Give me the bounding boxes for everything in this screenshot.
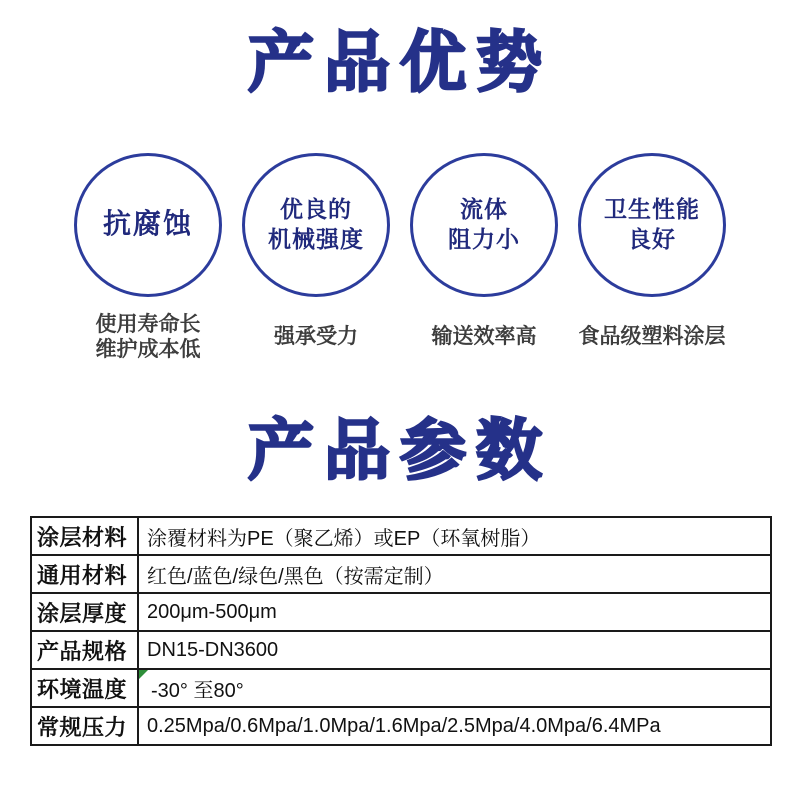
row-value-cell — [138, 593, 771, 631]
row-label: 常规压力 — [31, 707, 138, 745]
table-row-common-material — [31, 555, 771, 593]
row-value-cell — [138, 669, 771, 707]
table-row-ambient-temperature — [31, 669, 771, 707]
advantage-circle — [242, 153, 390, 297]
row-value: 涂覆材料为PE（聚乙烯）或EP（环氧树脂） — [147, 527, 541, 550]
circle-line: 卫生性能 — [604, 195, 700, 222]
table-row-coating-thickness — [31, 593, 771, 631]
advantage-item-mechanical-strength — [240, 153, 392, 364]
row-label: 涂层材料 — [31, 517, 138, 555]
cell-corner-marker-icon — [139, 670, 148, 679]
circle-line: 优良的 — [280, 195, 352, 222]
row-label: 涂层厚度 — [31, 593, 138, 631]
circle-line: 阻力小 — [448, 225, 520, 252]
advantage-circle-label — [103, 206, 193, 242]
advantage-item-anticorrosion — [72, 153, 224, 364]
advantage-circle — [578, 153, 726, 297]
advantage-circle-label — [604, 195, 700, 255]
caption-line: 维护成本低 — [95, 337, 201, 361]
row-value-cell — [138, 631, 771, 669]
circle-line: 良好 — [628, 225, 676, 252]
row-value: -30° 至80° — [151, 679, 244, 702]
row-value: 红色/蓝色/绿色/黑色（按需定制） — [147, 565, 444, 588]
advantages-title: 产品优势 — [248, 25, 552, 99]
circle-line: 抗腐蚀 — [102, 208, 193, 240]
advantage-circle — [74, 153, 222, 297]
advantage-item-hygienic — [576, 153, 728, 364]
advantage-circle — [410, 153, 558, 297]
advantage-circle-label — [448, 195, 520, 255]
table-row-normal-pressure — [31, 707, 771, 745]
row-label: 产品规格 — [31, 631, 138, 669]
caption-line: 输送效率高 — [431, 325, 537, 349]
advantage-caption — [579, 312, 726, 364]
advantage-caption — [96, 312, 201, 364]
row-value-cell — [138, 517, 771, 555]
parameters-table — [30, 516, 772, 746]
row-value-cell — [138, 555, 771, 593]
caption-line: 强承受力 — [274, 325, 358, 349]
advantages-row — [0, 153, 800, 364]
parameters-title: 产品参数 — [248, 412, 552, 487]
caption-line: 食品级塑料涂层 — [578, 325, 726, 349]
row-value: 0.25Mpa/0.6Mpa/1.0Mpa/1.6Mpa/2.5Mpa/4.0Mpa/6.4MPa — [147, 714, 661, 737]
advantage-caption — [274, 312, 358, 364]
row-value: 200μm-500μm — [147, 600, 277, 623]
row-label: 通用材料 — [31, 555, 138, 593]
row-label: 环境温度 — [31, 669, 138, 707]
table-row-coating-material — [31, 517, 771, 555]
caption-line: 使用寿命长 — [95, 312, 201, 336]
advantage-item-low-fluid-resistance — [408, 153, 560, 364]
row-value: DN15-DN3600 — [147, 638, 279, 661]
circle-line: 流体 — [460, 195, 508, 222]
advantage-caption — [432, 312, 537, 364]
advantage-circle-label — [268, 195, 364, 255]
row-value-cell — [138, 707, 771, 745]
circle-line: 机械强度 — [268, 225, 364, 252]
table-row-product-spec — [31, 631, 771, 669]
